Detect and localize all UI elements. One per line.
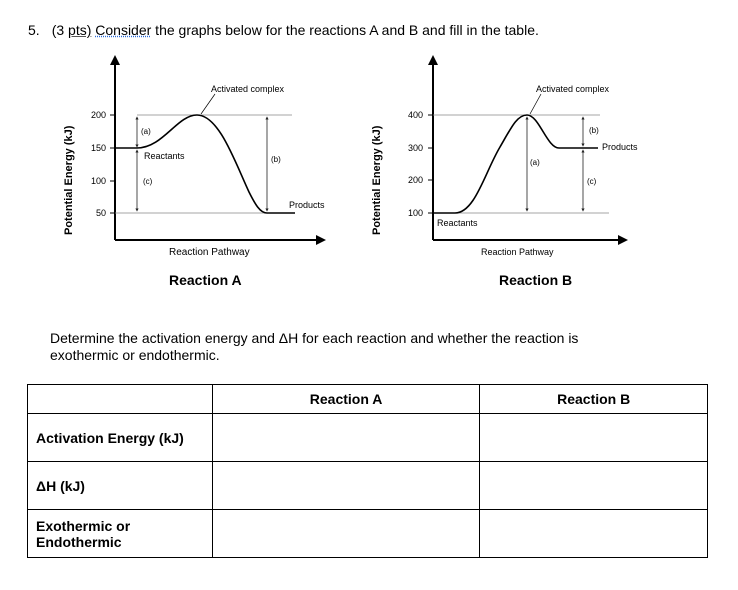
row-label-exo-endo	[28, 510, 213, 558]
question-number: 5.	[28, 22, 40, 38]
cell-delta-h-b[interactable]	[480, 462, 708, 510]
activated-complex-label: Activated complex	[211, 84, 285, 94]
activated-complex-label: Activated complex	[536, 84, 610, 94]
header-empty	[28, 385, 213, 414]
table-row	[28, 510, 708, 558]
y-axis-label: Potential Energy (kJ)	[63, 125, 75, 235]
reactants-label: Reactants	[437, 218, 478, 228]
points-open: (3	[51, 22, 69, 38]
consider-word: Consider	[95, 22, 152, 38]
reactants-label: Reactants	[144, 151, 185, 161]
y-tick-300: 300	[407, 143, 423, 153]
table-header-row	[28, 385, 708, 414]
marker-a: (a)	[530, 158, 540, 167]
marker-b: (b)	[589, 126, 599, 135]
marker-c: (c)	[587, 177, 597, 186]
reaction-b-graph	[365, 52, 645, 267]
cell-delta-h-a[interactable]	[212, 462, 480, 510]
row-label-activation-energy: Activation Energy (kJ)	[28, 414, 213, 462]
y-tick-200: 200	[407, 175, 423, 185]
products-label: Products	[602, 142, 638, 152]
cell-activation-energy-b[interactable]	[480, 414, 708, 462]
x-axis-label: Reaction Pathway	[481, 247, 554, 257]
row-label-endo: Endothermic	[36, 533, 122, 550]
answer-table	[27, 384, 708, 558]
points-word: pts)	[68, 22, 92, 38]
row-label-delta-h: ΔH (kJ)	[28, 462, 213, 510]
y-tick-50: 50	[95, 208, 106, 218]
products-label: Products	[289, 200, 325, 210]
question-rest: the graphs below for the reactions A and B and fill in the table.	[151, 22, 539, 38]
marker-c: (c)	[143, 177, 153, 186]
energy-curve	[433, 115, 598, 213]
instructions-text: Determine the activation energy and ΔH for each reaction and whether the reaction is exothermic or endothermic.	[50, 330, 579, 363]
y-tick-400: 400	[407, 110, 423, 120]
y-tick-150: 150	[90, 143, 106, 153]
cell-exo-endo-b[interactable]	[480, 510, 708, 558]
reaction-a-graph	[55, 52, 335, 267]
cell-exo-endo-a[interactable]	[212, 510, 480, 558]
x-axis-label: Reaction Pathway	[169, 247, 250, 258]
y-tick-200: 200	[90, 110, 106, 120]
question-text	[28, 22, 539, 38]
header-reaction-a: Reaction A	[212, 385, 480, 414]
table-row	[28, 414, 708, 462]
y-axis-label: Potential Energy (kJ)	[371, 125, 383, 235]
y-tick-100: 100	[90, 176, 106, 186]
row-label-exo: Exothermic or	[36, 517, 131, 534]
marker-a: (a)	[141, 127, 151, 136]
reaction-a-caption: Reaction A	[169, 272, 242, 288]
cell-activation-energy-a[interactable]	[212, 414, 480, 462]
reaction-b-caption: Reaction B	[499, 272, 573, 288]
y-tick-100: 100	[407, 208, 423, 218]
table-row	[28, 462, 708, 510]
header-reaction-b: Reaction B	[480, 385, 708, 414]
marker-b: (b)	[271, 155, 281, 164]
